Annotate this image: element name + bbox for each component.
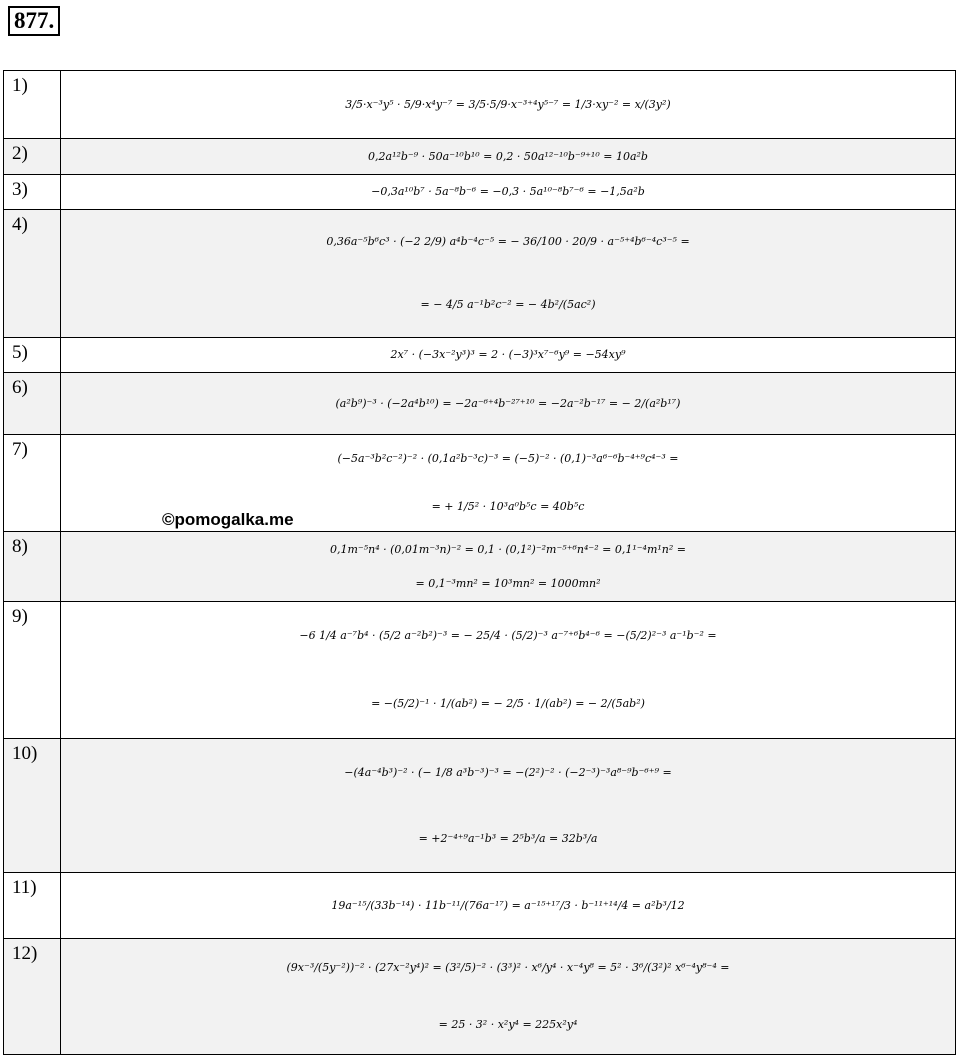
solution-row: [4, 873, 956, 939]
solution-row: [4, 139, 956, 175]
item-expression: [61, 373, 956, 435]
item-expression: [61, 602, 956, 739]
solutions-table: [3, 70, 956, 1055]
solution-row: [4, 338, 956, 373]
expression-line: −0,3a¹⁰b⁷ · 5a⁻⁸b⁻⁶ = −0,3 · 5a¹⁰⁻⁸b⁷⁻⁶ = −1,5a²b: [371, 185, 645, 198]
expression-line: 19a⁻¹⁵/(33b⁻¹⁴) · 11b⁻¹¹/(76a⁻¹⁷) = a⁻¹⁵⁺¹⁷/3 · b⁻¹¹⁺¹⁴/4 = a²b³/12: [331, 898, 685, 912]
expression-line: (9x⁻³/(5y⁻²))⁻² · (27x⁻²y⁴)² = (3²/5)⁻² · (3³)² · x⁶/y⁴ · x⁻⁴y⁸ = 5² · 3⁶/(3²)² x⁶⁻⁴y⁸⁻⁴ =: [286, 961, 730, 974]
expression-line: 0,2a¹²b⁻⁹ · 50a⁻¹⁰b¹⁰ = 0,2 · 50a¹²⁻¹⁰b⁻⁹⁺¹⁰ = 10a²b: [368, 149, 648, 163]
solution-row: [4, 71, 956, 139]
item-expression: [61, 139, 956, 175]
expression-line: 2x⁷ · (−3x⁻²y³)³ = 2 · (−3)³x⁷⁻⁶y⁹ = −54xy⁹: [390, 348, 626, 361]
solution-row: [4, 602, 956, 739]
item-number: 9): [4, 602, 61, 739]
expression-line: (−5a⁻³b²c⁻²)⁻² · (0,1a²b⁻³c)⁻³ = (−5)⁻² · (0,1)⁻³a⁶⁻⁶b⁻⁴⁺⁹c⁴⁻³ =: [337, 452, 679, 466]
expression-line: = −(5/2)⁻¹ · 1/(ab²) = − 2/5 · 1/(ab²) = − 2/(5ab²): [371, 696, 645, 710]
item-expression: [61, 532, 956, 602]
item-number: 10): [4, 739, 61, 873]
expression-line: = 25 · 3² · x²y⁴ = 225x²y⁴: [438, 1018, 578, 1031]
expression-line: = 0,1⁻³mn² = 10³mn² = 1000mn²: [415, 576, 601, 590]
item-number: 2): [4, 139, 61, 175]
item-number: 4): [4, 210, 61, 338]
item-number: 6): [4, 373, 61, 435]
solution-row: [4, 532, 956, 602]
item-expression: [61, 210, 956, 338]
item-expression: [61, 175, 956, 210]
item-number: 7): [4, 435, 61, 532]
item-number: 12): [4, 939, 61, 1055]
item-expression: [61, 939, 956, 1055]
expression-line: 3/5·x⁻³y⁵ · 5/9·x⁴y⁻⁷ = 3/5·5/9·x⁻³⁺⁴y⁵⁻⁷ = 1/3·xy⁻² = x/(3y²): [345, 97, 671, 111]
solution-row: [4, 373, 956, 435]
solution-row: [4, 435, 956, 532]
expression-line: 0,1m⁻⁵n⁴ · (0,01m⁻³n)⁻² = 0,1 · (0,1²)⁻²m⁻⁵⁺⁶n⁴⁻² = 0,1¹⁻⁴m¹n² =: [330, 542, 686, 556]
expression-line: (a²b⁹)⁻³ · (−2a⁴b¹⁰) = −2a⁻⁶⁺⁴b⁻²⁷⁺¹⁰ = −2a⁻²b⁻¹⁷ = − 2/(a²b¹⁷): [335, 396, 681, 410]
item-expression: [61, 739, 956, 873]
expression-line: 0,36a⁻⁵b⁶c³ · (−2 2/9) a⁴b⁻⁴c⁻⁵ = − 36/100 · 20/9 · a⁻⁵⁺⁴b⁶⁻⁴c³⁻⁵ =: [326, 235, 690, 248]
expression-line: −6 1/4 a⁻⁷b⁴ · (5/2 a⁻²b²)⁻³ = − 25/4 · (5/2)⁻³ a⁻⁷⁺⁶b⁴⁻⁶ = −(5/2)²⁻³ a⁻¹b⁻² =: [299, 629, 717, 643]
solution-row: [4, 175, 956, 210]
item-number: 8): [4, 532, 61, 602]
solution-row: [4, 939, 956, 1055]
item-number: 1): [4, 71, 61, 139]
item-number: 11): [4, 873, 61, 939]
expression-line: = +2⁻⁴⁺⁹a⁻¹b³ = 2⁵b³/a = 32b³/a: [418, 831, 598, 845]
item-expression: [61, 71, 956, 139]
item-number: 5): [4, 338, 61, 373]
item-expression: [61, 338, 956, 373]
expression-line: = + 1/5² · 10³a⁰b⁵c = 40b⁵c: [431, 499, 585, 513]
solution-row: [4, 210, 956, 338]
expression-line: −(4a⁻⁴b³)⁻² · (− 1/8 a³b⁻³)⁻³ = −(2²)⁻² · (−2⁻³)⁻³a⁸⁻⁹b⁻⁶⁺⁹ =: [344, 765, 672, 779]
solution-row: [4, 739, 956, 873]
item-expression: [61, 873, 956, 939]
problem-number: 877.: [8, 6, 60, 36]
item-number: 3): [4, 175, 61, 210]
watermark: ©pomogalka.me: [162, 510, 294, 529]
expression-line: = − 4/5 a⁻¹b²c⁻² = − 4b²/(5ac²): [420, 298, 596, 311]
